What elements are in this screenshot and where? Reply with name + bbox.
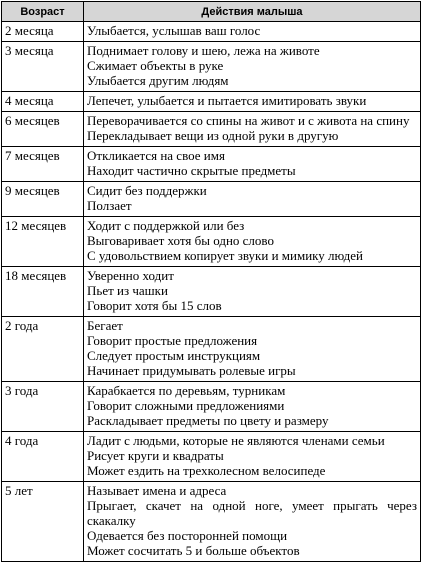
actions-cell [84,182,421,217]
actions-cell [84,482,421,562]
actions-cell [84,217,421,267]
age-cell: 3 года [2,382,84,432]
table-row [2,147,421,182]
action-item: Раскладывает предметы по цвету и размеру [87,413,329,428]
action-item: Сжимает объекты в руке [87,58,224,73]
action-item: Лепечет, улыбается и пытается имитировать звуки [87,93,367,108]
action-item: Откликается на свое имя [87,148,225,163]
action-item: Уверенно ходит [87,268,174,283]
table-row [2,482,421,562]
age-cell: 12 месяцев [2,217,84,267]
action-item: Ходит с поддержкой или без [87,218,245,233]
actions-cell [84,147,421,182]
action-item: Улыбается другим людям [87,73,229,88]
age-cell: 4 месяца [2,92,84,112]
age-cell: 2 месяца [2,22,84,42]
action-item: Выговаривает хотя бы одно слово [87,233,274,248]
action-item: Карабкается по деревьям, турникам [87,383,286,398]
action-item: Прыгает, скачет на одной ноге, умеет прыгать через скакалку [87,498,417,528]
actions-cell [84,382,421,432]
action-item: Рисует круги и квадраты [87,448,224,463]
table-body [2,22,421,562]
table-row [2,267,421,317]
table-row [2,22,421,42]
development-milestones-table [1,1,421,562]
action-item: Ладит с людьми, которые не являются членами семьи [87,433,385,448]
actions-cell [84,432,421,482]
action-item: Говорит сложными предложениями [87,398,285,413]
header-actions: Действия малыша [84,2,421,22]
action-item: Одевается без посторонней помощи [87,528,288,543]
age-cell: 5 лет [2,482,84,562]
action-item: Начинает придумывать ролевые игры [87,363,296,378]
action-item: Поднимает голову и шею, лежа на животе [87,43,320,58]
action-item: Переворачивается со спины на живот и с живота на спину [87,113,410,128]
action-item: Может сосчитать 5 и больше объектов [87,543,300,558]
age-cell: 9 месяцев [2,182,84,217]
table-row [2,112,421,147]
action-item: С удовольствием копирует звуки и мимику людей [87,248,363,263]
table-row [2,182,421,217]
age-cell: 2 года [2,317,84,382]
table-row [2,92,421,112]
action-item: Сидит без поддержки [87,183,207,198]
action-item: Ползает [87,198,132,213]
age-cell: 18 месяцев [2,267,84,317]
actions-cell [84,317,421,382]
action-item: Говорит простые предложения [87,333,258,348]
table-row [2,432,421,482]
age-cell: 7 месяцев [2,147,84,182]
actions-cell [84,267,421,317]
action-item: Бегает [87,318,123,333]
table-row [2,42,421,92]
action-item: Пьет из чашки [87,283,168,298]
table-row [2,382,421,432]
table-row [2,317,421,382]
action-item: Может ездить на трехколесном велосипеде [87,463,326,478]
actions-cell [84,22,421,42]
actions-cell [84,92,421,112]
actions-cell [84,42,421,92]
action-item: Улыбается, услышав ваш голос [87,23,261,38]
actions-cell [84,112,421,147]
action-item: Называет имена и адреса [87,483,227,498]
age-cell: 4 года [2,432,84,482]
age-cell: 6 месяцев [2,112,84,147]
action-item: Говорит хотя бы 15 слов [87,298,222,313]
header-age: Возраст [2,2,84,22]
action-item: Находит частично скрытые предметы [87,163,296,178]
action-item: Следует простым инструкциям [87,348,261,363]
age-cell: 3 месяца [2,42,84,92]
action-item: Перекладывает вещи из одной руки в другую [87,128,339,143]
table-row [2,217,421,267]
header-row [2,2,421,22]
